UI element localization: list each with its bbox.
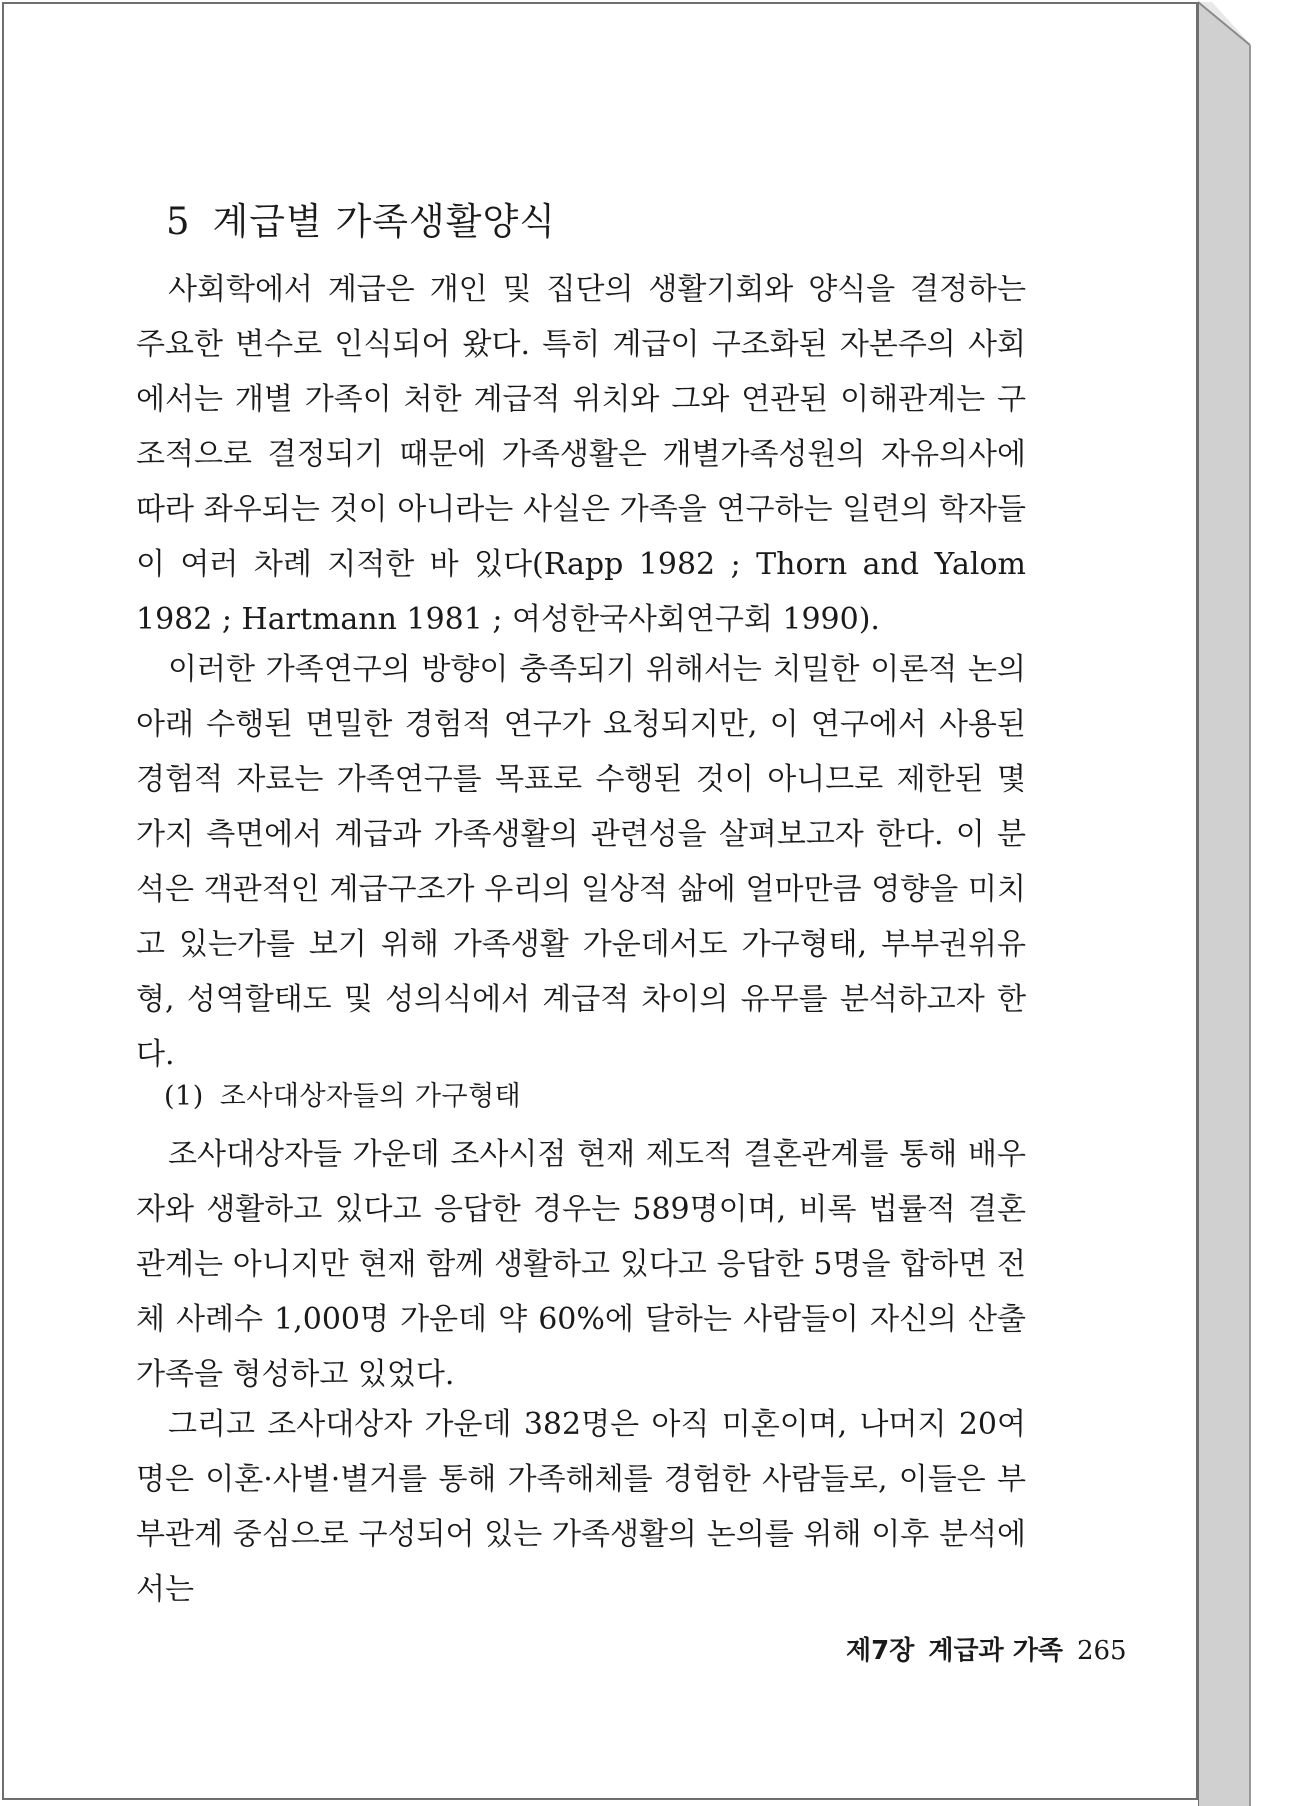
footer-chapter: 제7장	[846, 1636, 915, 1666]
footer-chapter-title: 계급과 가족	[928, 1636, 1063, 1666]
subsection-heading	[164, 1074, 521, 1113]
paragraph-1: 사회학에서 계급은 개인 및 집단의 생활기회와 양식을 결정하는 주요한 변수로 인식되어 왔다. 특히 계급이 구조화된 자본주의 사회에서는 개별 가족이 처한 계급적 위치와 그와 연관된 이해관계는 구조적으로 결정되기 때문에 가족생활은 개별가족성원의 자유의사에 따라 좌우되는 것이 아니라는 사실은 가족을 연구하는 일련의 학자들이 여러 차례 지적한 바 있다(Rapp 1982 ; Thorn and Yalom 1982 ; Hartmann 1981 ; 여성한국사회연구회 1990).	[136, 272, 1026, 637]
paragraph-2: 이러한 가족연구의 방향이 충족되기 위해서는 치밀한 이론적 논의 아래 수행된 면밀한 경험적 연구가 요청되지만, 이 연구에서 사용된 경험적 자료는 가족연구를 목표로 수행된 것이 아니므로 제한된 몇 가지 측면에서 계급과 가족생활의 관련성을 살펴보고자 한다. 이 분석은 객관적인 계급구조가 우리의 일상적 삶에 얼마만큼 영향을 미치고 있는가를 보기 위해 가족생활 가운데서도 가구형태, 부부권위유형, 성역할태도 및 성의식에서 계급적 차이의 유무를 분석하고자 한다.	[136, 652, 1026, 1072]
subsection-paragraph-1: 조사대상자들 가운데 조사시점 현재 제도적 결혼관계를 통해 배우자와 생활하고 있다고 응답한 경우는 589명이며, 비록 법률적 결혼관계는 아니지만 현재 함께 생활하고 있다고 응답한 5명을 합하면 전체 사례수 1,000명 가운데 약 60%에 달하는 사람들이 자신의 산출가족을 형성하고 있었다.	[136, 1137, 1026, 1392]
section-number: 5	[166, 199, 191, 243]
book-edge	[1198, 0, 1311, 1806]
running-footer	[846, 1630, 1127, 1667]
subsection-paragraph-2: 그리고 조사대상자 가운데 382명은 아직 미혼이며, 나머지 20여 명은 이혼·사별·별거를 통해 가족해체를 경험한 사람들로, 이들은 부부관계 중심으로 구성되어 있는 가족생활의 논의를 위해 이후 분석에서는	[136, 1407, 1026, 1607]
subsection-number: (1)	[164, 1081, 204, 1112]
page-number: 265	[1076, 1636, 1127, 1666]
subsection-title: 조사대상자들의 가구형태	[219, 1081, 522, 1112]
section-heading	[166, 191, 556, 245]
section-title: 계급별 가족생활양식	[212, 199, 556, 243]
